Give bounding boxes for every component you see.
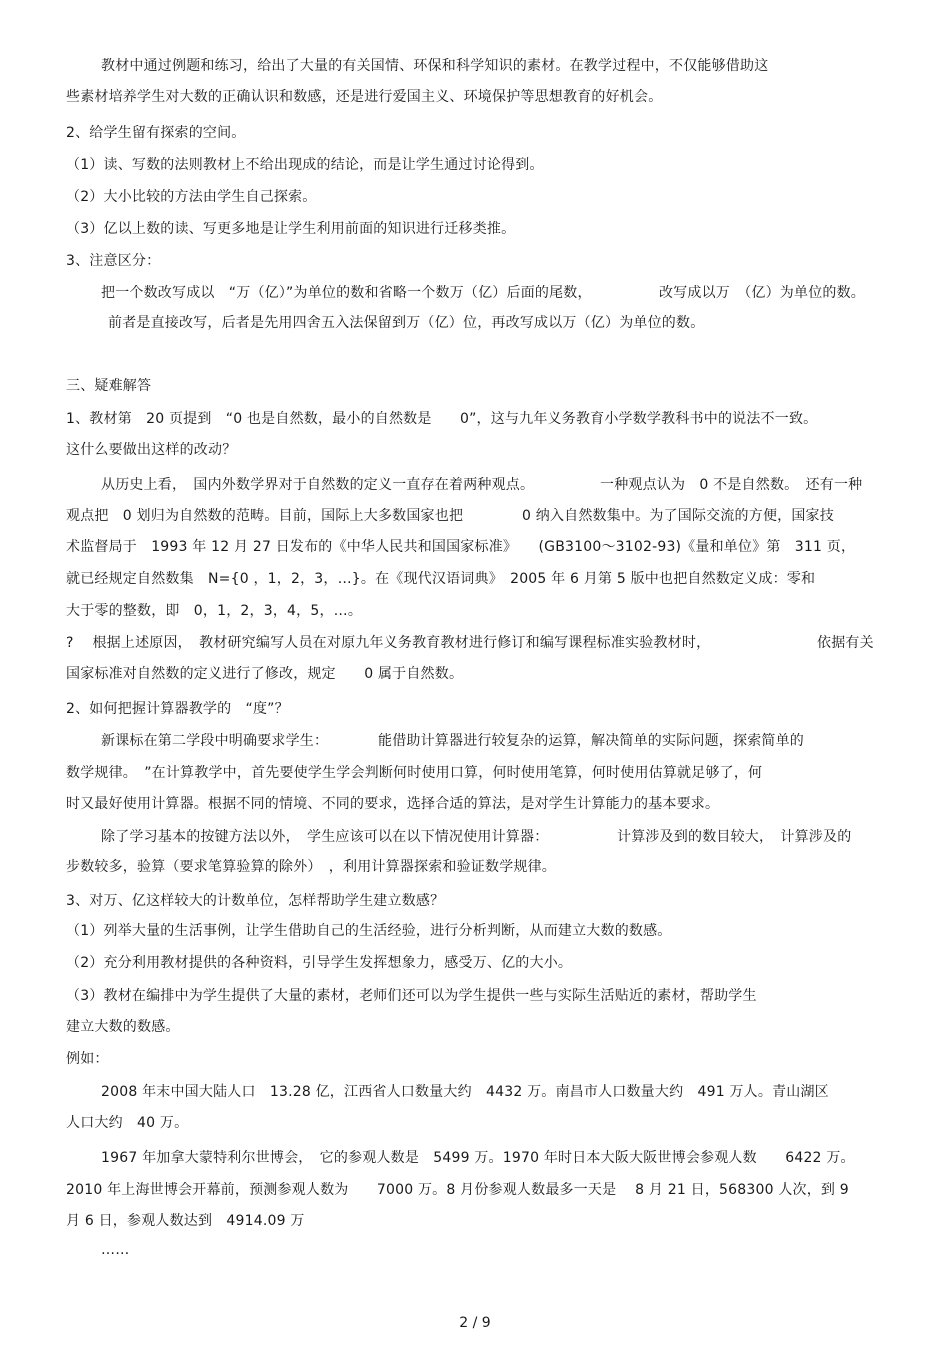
list-item: （2）充分利用教材提供的各种资料，引导学生发挥想象力，感受万、亿的大小。 bbox=[66, 955, 573, 971]
list-item: （3）教材在编排中为学生提供了大量的素材，老师们还可以为学生提供一些与实际生活贴近的素材，帮助学生 bbox=[66, 988, 757, 1004]
paragraph-line: 人口大约 40 万。 bbox=[66, 1115, 189, 1131]
paragraph-line: 月 6 日，参观人数达到 4914.09 万 bbox=[66, 1213, 305, 1229]
paragraph-line: 就已经规定自然数集 N={0 ，1，2，3，…}。在《现代汉语词典》 2005 年 6 月第 5 版中也把自然数定义成：零和 bbox=[66, 571, 816, 587]
paragraph-line: 例如： bbox=[66, 1051, 109, 1067]
paragraph-line: 步数较多，验算（要求笔算验算的除外） ，利用计算器探索和验证数学规律。 bbox=[66, 859, 556, 875]
chapter-heading: 三、疑难解答 bbox=[66, 378, 152, 394]
paragraph-line: 1967 年加拿大蒙特利尔世博会， 它的参观人数是 5499 万。1970 年时日本大阪大阪世博会参观人数 6422 万。 bbox=[101, 1150, 855, 1166]
section-heading: 2、给学生留有探索的空间。 bbox=[66, 125, 246, 141]
page-number: 2 / 9 bbox=[459, 1315, 491, 1331]
paragraph-line: ? 根据上述原因， 教材研究编写人员在对原九年义务教育教材进行修订和编写课程标准实验教材时， bbox=[66, 635, 711, 651]
paragraph-line: 大于零的整数，即 0，1，2，3，4，5，…。 bbox=[66, 603, 363, 619]
paragraph-line: 2010 年上海世博会开幕前，预测参观人数为 7000 万。8 月份参观人数最多一天是 8 月 21 日，568300 人次，到 9 bbox=[66, 1182, 849, 1198]
paragraph-line: 2008 年末中国大陆人口 13.28 亿，江西省人口数量大约 4432 万。南昌市人口数量大约 491 万人。青山湖区 bbox=[101, 1084, 829, 1100]
list-item: （1）列举大量的生活事例，让学生借助自己的生活经验，进行分析判断，从而建立大数的数感。 bbox=[66, 923, 672, 939]
paragraph-line: 0 纳入自然数集中。为了国际交流的方便，国家技 bbox=[522, 508, 834, 524]
paragraph-line: 观点把 0 划归为自然数的范畴。目前，国际上大多数国家也把 bbox=[66, 508, 464, 524]
paragraph-line: 新课标在第二学段中明确要求学生： bbox=[101, 733, 329, 749]
paragraph-line: 前者是直接改写，后者是先用四舍五入法保留到万（亿）位，再改写成以万（亿）为单位的数。 bbox=[108, 315, 705, 331]
paragraph-line: 把一个数改写成以 “万（亿）”为单位的数和省略一个数万（亿）后面的尾数， bbox=[101, 285, 592, 301]
question-heading: 3、对万、亿这样较大的计数单位，怎样帮助学生建立数感？ bbox=[66, 893, 445, 909]
paragraph-line: 除了学习基本的按键方法以外， 学生应该可以在以下情况使用计算器： bbox=[101, 829, 549, 845]
paragraph-line: 术监督局于 1993 年 12 月 27 日发布的《中华人民共和国国家标准》 (GB3100～3102-93)《量和单位》第 311 页， bbox=[66, 539, 856, 555]
section-heading: 3、注意区分： bbox=[66, 253, 161, 269]
paragraph-line: 建立大数的数感。 bbox=[66, 1019, 180, 1035]
paragraph-line: 计算涉及到的数目较大， 计算涉及的 bbox=[617, 829, 852, 845]
paragraph-line: 教材中通过例题和练习，给出了大量的有关国情、环保和科学知识的素材。在教学过程中，不仅能够借助这 bbox=[101, 58, 769, 74]
paragraph-line: 一种观点认为 0 不是自然数。 还有一种 bbox=[600, 477, 863, 493]
paragraph-line: 能借助计算器进行较复杂的运算，解决简单的实际问题，探索简单的 bbox=[378, 733, 804, 749]
paragraph-line: 些素材培养学生对大数的正确认识和数感，还是进行爱国主义、环境保护等思想教育的好机会。 bbox=[66, 89, 663, 105]
list-item: （3）亿以上数的读、写更多地是让学生利用前面的知识进行迁移类推。 bbox=[66, 221, 516, 237]
list-item: （2）大小比较的方法由学生自己探索。 bbox=[66, 189, 317, 205]
list-item: （1）读、写数的法则教材上不给出现成的结论，而是让学生通过讨论得到。 bbox=[66, 157, 544, 173]
ellipsis-line: …… bbox=[101, 1242, 130, 1258]
paragraph-line: 改写成以万 （亿）为单位的数。 bbox=[659, 285, 865, 301]
question-heading: 1、教材第 20 页提到 “0 也是自然数，最小的自然数是 0”，这与九年义务教育小学数学教科书中的说法不一致。 bbox=[66, 411, 818, 427]
paragraph-line: 国家标准对自然数的定义进行了修改，规定 0 属于自然数。 bbox=[66, 666, 464, 682]
paragraph-line: 依据有关 bbox=[817, 635, 874, 651]
paragraph-line: 数学规律。 ”在计算教学中，首先要使学生学会判断何时使用口算，何时使用笔算，何时使用估算就足够了，何 bbox=[66, 765, 763, 781]
paragraph-line: 时又最好使用计算器。根据不同的情境、不同的要求，选择合适的算法，是对学生计算能力的基本要求。 bbox=[66, 796, 720, 812]
question-heading: 这什么要做出这样的改动？ bbox=[66, 442, 237, 458]
question-heading: 2、如何把握计算器教学的 “度”？ bbox=[66, 701, 289, 717]
paragraph-line: 从历史上看， 国内外数学界对于自然数的定义一直存在着两种观点。 bbox=[101, 477, 535, 493]
